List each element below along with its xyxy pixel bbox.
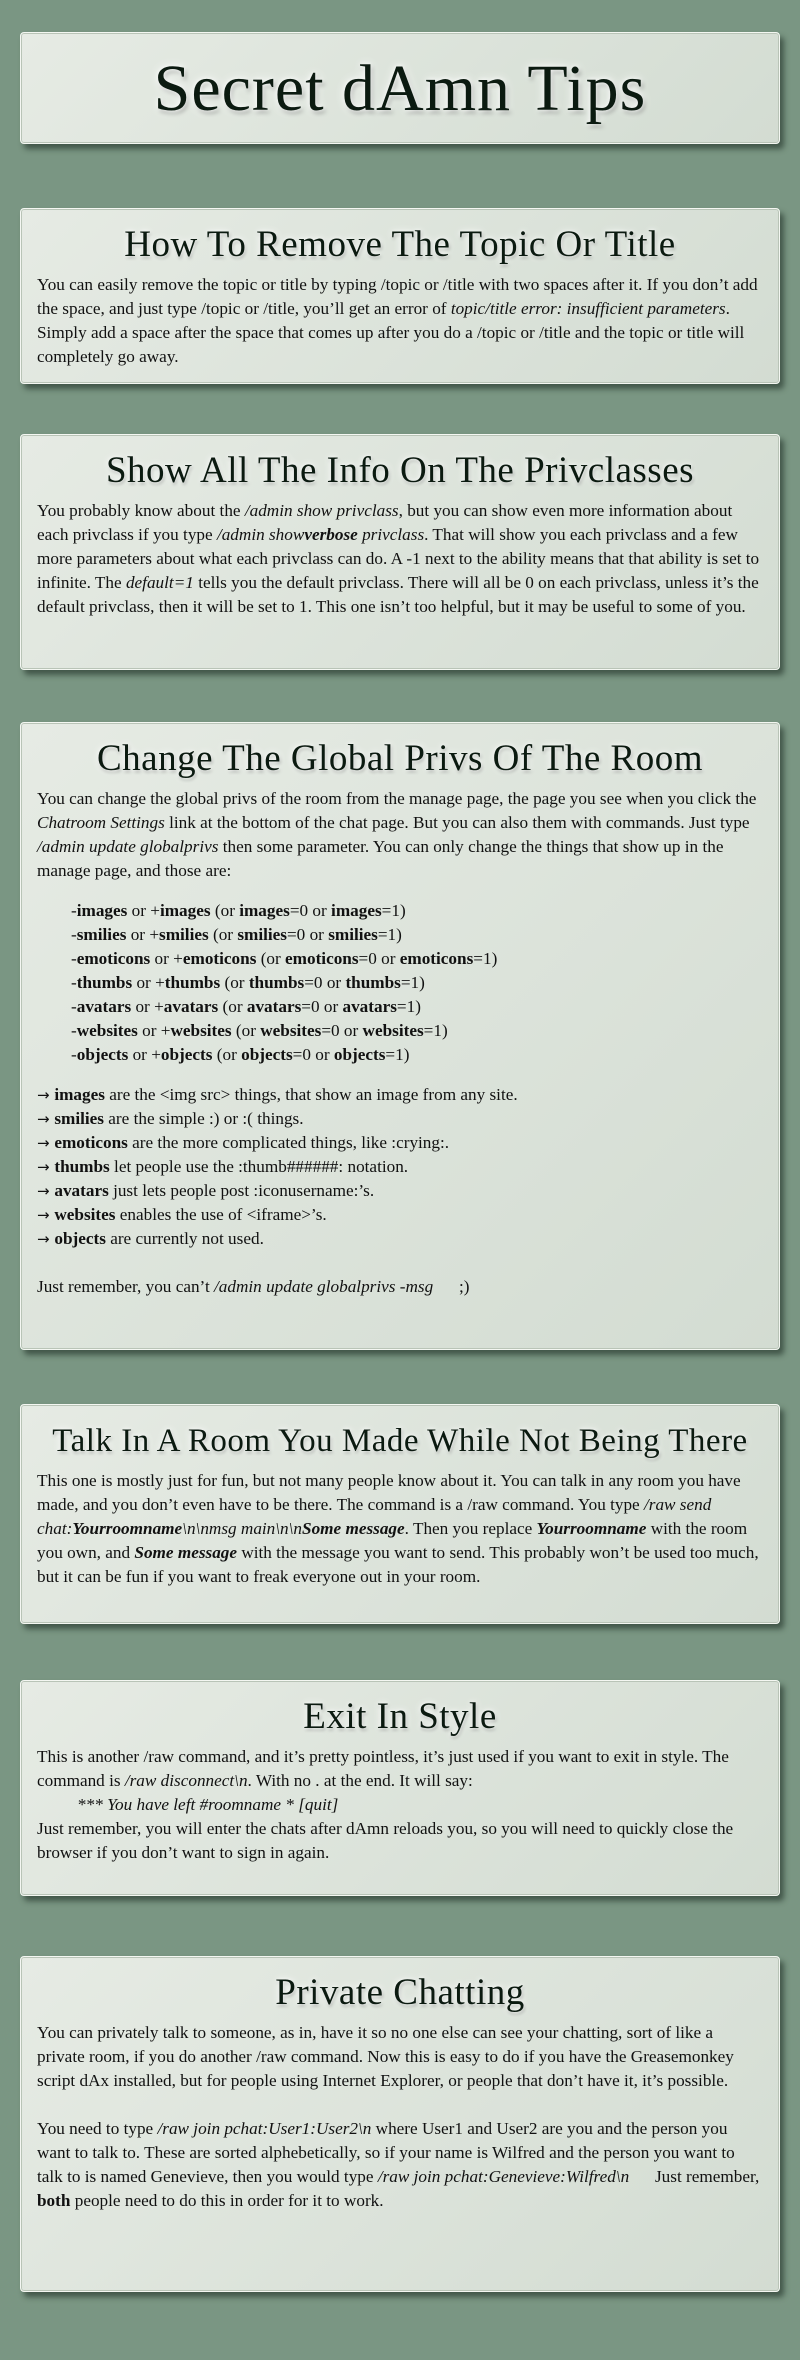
text-span: or	[126, 925, 150, 944]
priv-description: are the more complicated things, like :crying:.	[127, 1133, 450, 1152]
text-span: This one is mostly just for fun, but not many people know about it. You can talk in any room you have made, and you don’t even have to be there. The command is a /raw command. You type	[37, 1471, 741, 1514]
section-body	[21, 781, 779, 1299]
arrow-icon: →	[37, 1182, 55, 1200]
text-span: . Then you replace	[404, 1519, 537, 1538]
text-span: or	[322, 973, 346, 992]
text-span: with the message you want to send. This probably won’t be used too much, but it can be fun if you want to freak everyone out in your room.	[37, 1543, 759, 1586]
text-span: =0	[301, 997, 320, 1016]
priv-name: avatars	[246, 997, 302, 1016]
arrow-icon: →	[37, 1086, 55, 1104]
text-span: +	[154, 997, 164, 1016]
priv-name: images	[239, 901, 290, 920]
command-text: /raw join pchat:Genevieve:Wilfred\n	[377, 2167, 630, 2186]
priv-term: images	[54, 1085, 105, 1104]
section-body	[21, 267, 779, 369]
priv-name: objects	[333, 1045, 386, 1064]
text-span: or	[319, 997, 343, 1016]
priv-name: objects	[76, 1045, 129, 1064]
priv-name: smilies	[76, 925, 127, 944]
command-text: /admin show privclass	[244, 501, 399, 520]
paragraph	[37, 1469, 763, 1589]
text-span: (or	[212, 1045, 242, 1064]
text-span: )	[441, 1021, 448, 1040]
priv-name: objects	[241, 1045, 293, 1064]
text-span: . That will show you each privclass and a few more parameters about what each privclass can do. A -1 next to the ability means that that ability is set to infinite. The	[37, 525, 760, 592]
priv-name: thumbs	[345, 973, 401, 992]
priv-description: are the simple :) or :( things.	[104, 1109, 304, 1128]
priv-name: thumbs	[76, 973, 133, 992]
paragraph	[37, 787, 763, 883]
text-span: (or	[208, 925, 238, 944]
priv-name: websites	[362, 1021, 424, 1040]
text-span: or	[376, 949, 400, 968]
text-span: +	[160, 1021, 171, 1040]
text-span: =0	[358, 949, 377, 968]
text-span: with the room you own, and	[37, 1519, 748, 1562]
priv-definition-item	[37, 1131, 763, 1155]
command-text: privclass	[357, 525, 425, 544]
priv-definition-item	[37, 1107, 763, 1131]
wink-text: ;)	[433, 1277, 470, 1296]
text-span: You can easily remove the topic or title by typing /topic or /title with two spaces after it. If you don’t add the space, and just type /topic or /title, you’ll get an error of	[37, 275, 758, 318]
priv-name: images	[331, 901, 382, 920]
priv-parameter-item	[71, 995, 763, 1019]
text-span: )	[403, 1045, 410, 1064]
priv-definition-item	[37, 1155, 763, 1179]
section-privclasses	[20, 434, 780, 670]
arrow-icon: →	[37, 1110, 55, 1128]
text-span: (or	[231, 1021, 261, 1040]
text-span: =0	[321, 1021, 340, 1040]
priv-definition-item	[37, 1203, 763, 1227]
priv-definition-item	[37, 1227, 763, 1251]
text-span: or	[131, 997, 155, 1016]
text-span: )	[396, 925, 402, 944]
text-span: Just remember, you can’t	[37, 1277, 215, 1296]
priv-description: let people use the :thumb######: notation.	[109, 1157, 409, 1176]
priv-parameter-list	[71, 899, 763, 1067]
priv-name: thumbs	[164, 973, 221, 992]
title-panel	[20, 32, 780, 144]
arrow-icon: →	[37, 1134, 55, 1152]
priv-term: websites	[54, 1205, 116, 1224]
priv-term: thumbs	[54, 1157, 110, 1176]
text-span: or	[132, 973, 156, 992]
paragraph	[37, 1275, 763, 1299]
priv-name: objects	[160, 1045, 213, 1064]
text-span: This is another /raw command, and it’s pretty pointless, it’s just used if you want to exit in style. The command is	[37, 1747, 729, 1790]
text-span: (or	[218, 997, 247, 1016]
text-span: -	[71, 925, 77, 944]
section-body	[21, 2015, 779, 2213]
command-text: /raw send chat:	[37, 1495, 712, 1538]
text-span: =0	[304, 973, 323, 992]
priv-parameter-item	[71, 1019, 763, 1043]
text-span: then some parameter. You can only change the things that show up in the manage page, and those are:	[37, 837, 724, 880]
text-span: =1	[381, 901, 400, 920]
priv-term: objects	[54, 1229, 106, 1248]
text-span: . Simply add a space after the space that comes up after you do a /topic or /title and the topic or title will completely go away.	[37, 299, 745, 366]
error-text: topic/title error: insufficient parameters	[450, 299, 726, 318]
text-span: -	[71, 901, 77, 920]
text-span: =1	[385, 1045, 404, 1064]
priv-name: websites	[260, 1021, 322, 1040]
command-text: /admin update globalprivs	[37, 837, 219, 856]
text-span: Just remember,	[629, 2167, 764, 2186]
text-span: tells you the default privclass. There will all be 0 on each privclass, unless it’s the default privclass, then it will be set to 1. This one isn’t too helpful, but it may be useful to some of you.	[37, 573, 759, 616]
command-emphasis: Some message	[134, 1543, 238, 1562]
text-span: (or	[210, 901, 240, 920]
text-span: (or	[220, 973, 249, 992]
command-emphasis: verbose	[304, 525, 358, 544]
priv-parameter-item	[71, 947, 763, 971]
emphasis-text: both	[37, 2191, 71, 2210]
text-span: . With no . at the end. It will say:	[247, 1771, 473, 1790]
text-span: or	[150, 949, 174, 968]
priv-description: are the <img src> things, that show an image from any site.	[104, 1085, 518, 1104]
priv-name: emoticons	[76, 949, 151, 968]
priv-name: thumbs	[248, 973, 305, 992]
section-global-privs	[20, 722, 780, 1350]
text-span: You probably know about the	[37, 501, 245, 520]
text-span: =1	[377, 925, 397, 944]
command-text: /raw disconnect\n	[124, 1771, 248, 1790]
text-span: -	[71, 949, 77, 968]
section-heading: Talk In A Room You Made While Not Being There	[52, 1423, 748, 1459]
section-body	[21, 1739, 779, 1865]
priv-name: images	[76, 901, 128, 920]
command-text: /admin update globalprivs -msg	[214, 1277, 434, 1296]
priv-description: enables the use of <iframe>’s.	[115, 1205, 327, 1224]
text-span: or	[128, 1045, 152, 1064]
section-talk-in-room	[20, 1404, 780, 1624]
text-span: or	[310, 1045, 334, 1064]
command-text: /admin show	[216, 525, 305, 544]
section-heading: Exit In Style	[303, 1696, 497, 1737]
priv-name: images	[159, 901, 211, 920]
priv-name: avatars	[342, 997, 397, 1016]
priv-term: smilies	[54, 1109, 104, 1128]
priv-name: emoticons	[399, 949, 474, 968]
command-text: /raw join pchat:User1:User2\n	[157, 2119, 372, 2138]
arrow-icon: →	[37, 1206, 55, 1224]
text-span: people need to do this in order for it to work.	[70, 2191, 384, 2210]
text-span: +	[149, 925, 160, 944]
page-title: Secret dAmn Tips	[153, 52, 647, 125]
paragraph: Just remember, you will enter the chats after dAmn reloads you, so you will need to quickly close the browser if you don’t want to sign in again.	[37, 1819, 734, 1862]
text-span: +	[155, 973, 165, 992]
text-span: You need to type	[37, 2119, 158, 2138]
text-span: +	[151, 1045, 161, 1064]
priv-definition-list	[37, 1083, 763, 1251]
command-emphasis: Some message	[302, 1519, 405, 1538]
priv-parameter-item	[71, 1043, 763, 1067]
text-span: =0	[286, 925, 306, 944]
text-span: or	[308, 901, 332, 920]
priv-name: websites	[170, 1021, 232, 1040]
priv-parameter-item	[71, 899, 763, 923]
text-span: =1	[396, 997, 416, 1016]
priv-name: emoticons	[182, 949, 257, 968]
text-span: )	[419, 973, 425, 992]
text-span: where User1 and User2 are you and the person you want to talk to. These are sorted alphebetically, so if your name is Wilfred and the person you want to talk to is named Genevieve, then you would type	[37, 2119, 740, 2186]
text-span: , but you can show even more information about each privclass if you type	[37, 501, 733, 544]
text-span: )	[399, 901, 406, 920]
priv-definition-item	[37, 1083, 763, 1107]
priv-description: just lets people post :iconusername:’s.	[108, 1181, 375, 1200]
quit-message	[37, 1793, 763, 1817]
command-emphasis: Yourroomname	[536, 1519, 647, 1538]
arrow-icon: →	[37, 1158, 55, 1176]
priv-description: are currently not used.	[105, 1229, 264, 1248]
text-span: -	[71, 973, 77, 992]
text-span: =0	[289, 901, 309, 920]
text-span: -	[71, 1021, 77, 1040]
command-emphasis: Yourroomname	[72, 1519, 183, 1538]
paragraph	[37, 273, 763, 369]
text-span: =1	[473, 949, 492, 968]
text-span: +	[173, 949, 183, 968]
section-remove-topic	[20, 208, 780, 384]
command-text: \n\nmsg main\n\n	[182, 1519, 303, 1538]
priv-name: websites	[76, 1021, 138, 1040]
section-heading: How To Remove The Topic Or Title	[124, 224, 676, 265]
text-span: =1	[423, 1021, 442, 1040]
section-exit-in-style	[20, 1680, 780, 1896]
priv-name: smilies	[328, 925, 378, 944]
priv-term: avatars	[54, 1181, 109, 1200]
text-span: )	[491, 949, 498, 968]
text-span: =0	[292, 1045, 311, 1064]
section-heading: Show All The Info On The Privclasses	[105, 450, 695, 491]
quit-message-text: *** You have left #roomname * [quit]	[77, 1795, 339, 1814]
text-span: =1	[400, 973, 420, 992]
text-span: -	[71, 997, 77, 1016]
text-span: link at the bottom of the chat page. But you can also them with commands. Just type	[164, 813, 750, 832]
section-body	[21, 493, 779, 619]
priv-name: smilies	[159, 925, 209, 944]
text-span: or	[127, 901, 151, 920]
text-span: -	[71, 1045, 77, 1064]
priv-name: emoticons	[285, 949, 359, 968]
paragraph	[37, 1745, 763, 1793]
section-heading: Private Chatting	[275, 1972, 525, 2013]
text-span: or	[137, 1021, 161, 1040]
text-span: (or	[256, 949, 286, 968]
text-span: or	[339, 1021, 363, 1040]
priv-name: avatars	[76, 997, 132, 1016]
arrow-icon: →	[37, 1230, 55, 1248]
paragraph	[37, 2117, 763, 2213]
command-text: default=1	[125, 573, 194, 592]
priv-name: smilies	[237, 925, 287, 944]
section-private-chatting	[20, 1956, 780, 2292]
text-span: You can change the global privs of the room from the manage page, the page you see when you click the	[37, 789, 757, 808]
paragraph: You can privately talk to someone, as in, have it so no one else can see your chatting, sort of like a private room, if you do another /raw command. Now this is easy to do if you have the Greasemonkey script dAx installed, but for people using Internet Explorer, or people that don’t have it, it’s possible.	[37, 2023, 734, 2090]
text-span: )	[415, 997, 421, 1016]
text-span: +	[150, 901, 160, 920]
paragraph	[37, 499, 763, 619]
link-name: Chatroom Settings	[37, 813, 165, 832]
priv-definition-item	[37, 1179, 763, 1203]
priv-name: avatars	[163, 997, 219, 1016]
priv-parameter-item	[71, 971, 763, 995]
text-span: or	[305, 925, 329, 944]
section-body	[21, 1463, 779, 1589]
priv-parameter-item	[71, 923, 763, 947]
priv-term: emoticons	[54, 1133, 128, 1152]
section-heading: Change The Global Privs Of The Room	[96, 738, 703, 779]
